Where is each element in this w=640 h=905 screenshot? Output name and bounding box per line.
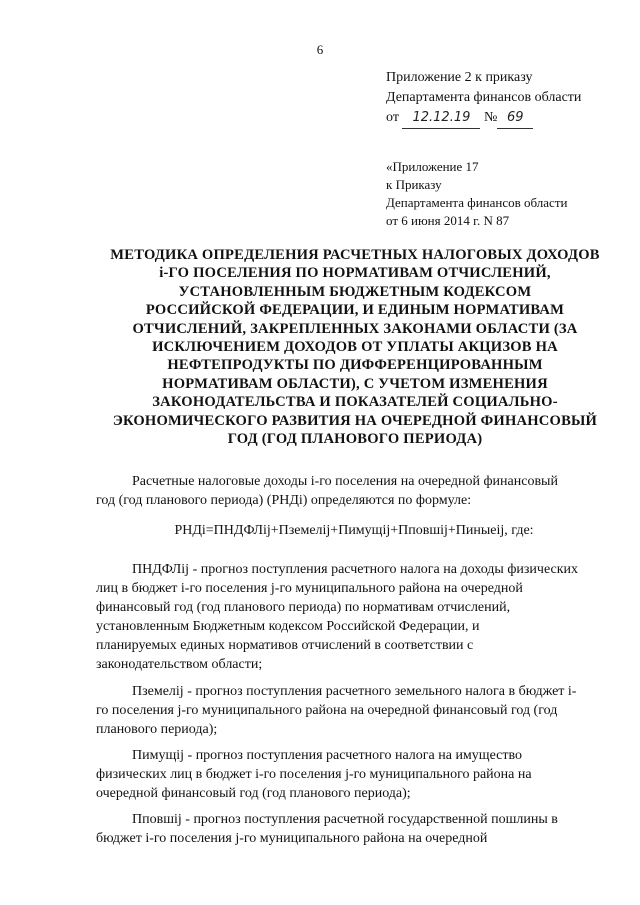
title-line: НЕФТЕПРОДУКТЫ ПО ДИФФЕРЕНЦИРОВАННЫМ (167, 357, 543, 374)
definition-line: физических лиц в бюджет i-го поселения j-го муниципального района на (96, 767, 532, 782)
definition-land-tax (96, 682, 612, 739)
title-line: ЭКОНОМИЧЕСКОГО РАЗВИТИЯ НА ОЧЕРЕДНОЙ ФИНАНСОВЫЙ (112, 412, 598, 429)
title-line: НОРМАТИВАМ ОБЛАСТИ), С УЧЕТОМ ИЗМЕНЕНИЯ (162, 375, 548, 392)
number-prefix: № (483, 110, 498, 125)
title-line: ЗАКОНОДАТЕЛЬСТВА И ПОКАЗАТЕЛЕЙ СОЦИАЛЬНО- (152, 394, 558, 411)
definition-line: очередной финансовый год (год планового периода); (96, 786, 411, 801)
title-line: ОТЧИСЛЕНИЙ, ЗАКРЕПЛЕННЫХ ЗАКОНАМИ ОБЛАСТИ (ЗА (132, 320, 578, 337)
appendix-line-2: Департамента финансов области (386, 90, 582, 105)
formula: РНДi=ПНДФЛij+Пземелij+Пимущij+Пповшij+Пиныеij, где: (174, 523, 534, 538)
definition-symbol: Пимущij (132, 748, 185, 763)
appendix-block (386, 68, 626, 129)
title-line: РОССИЙСКОЙ ФЕДЕРАЦИИ, И ЕДИНЫМ НОРМАТИВАМ (145, 302, 565, 319)
definition-line: - прогноз поступления расчетного налога на имущество (187, 748, 522, 763)
definition-line: установленным Бюджетным кодексом Российской Федерации, и (96, 619, 480, 634)
definition-line: финансовый год (год планового периода) по нормативам отчислений, (96, 600, 511, 615)
title-line: i-ГО ПОСЕЛЕНИЯ ПО НОРМАТИВАМ ОТЧИСЛЕНИЙ, (159, 265, 551, 282)
definition-line: го поселения j-го муниципального района на очередной финансовый год (год (96, 703, 558, 718)
title-line: УСТАНОВЛЕННЫМ БЮДЖЕТНЫМ КОДЕКСОМ (178, 283, 532, 300)
definition-line: планируемых единых нормативов отчислений в соответствии с (96, 638, 474, 653)
definition-line: законодательством области; (96, 657, 263, 672)
handwritten-number: 69 (497, 108, 533, 129)
title-line: ИСКЛЮЧЕНИЕМ ДОХОДОВ ОТ УПЛАТЫ АКЦИЗОВ НА (152, 339, 558, 356)
appendix-quoted-line-3: Департамента финансов области (386, 195, 568, 210)
handwritten-date: 12.12.19 (402, 108, 480, 129)
appendix-quoted-line-2: к Приказу (386, 177, 442, 192)
definition-symbol: Пповшij (132, 812, 182, 827)
intro-line-1: Расчетные налоговые доходы i-го поселения на очередной финансовый (132, 474, 558, 489)
definition-ndfl (96, 560, 612, 674)
appendix-quoted-line-1: «Приложение 17 (386, 159, 479, 174)
definition-line: - прогноз поступления расчетной государственной пошлины в (185, 812, 558, 827)
definition-line: планового периода); (96, 722, 218, 737)
definition-line: - прогноз поступления расчетного налога на доходы физических (192, 562, 579, 577)
definition-line: - прогноз поступления расчетного земельного налога в бюджет i- (187, 684, 577, 699)
definition-symbol: Пземелij (132, 684, 184, 699)
appendix-quoted-block (386, 158, 626, 230)
date-prefix: от (386, 110, 399, 125)
definition-line: бюджет i-го поселения j-го муниципального района на очередной (96, 831, 488, 846)
intro-line-2: год (год планового периода) (РНДi) определяются по формуле: (96, 493, 472, 508)
page-number: 6 (316, 42, 324, 57)
definition-property-tax (96, 746, 612, 803)
definition-state-duty (96, 810, 612, 848)
document-title (100, 246, 610, 448)
definition-line: лиц в бюджет i-го поселения j-го муниципального района на очередной (96, 581, 523, 596)
appendix-quoted-line-4: от 6 июня 2014 г. N 87 (386, 213, 510, 228)
appendix-line-1: Приложение 2 к приказу (386, 70, 533, 85)
title-line: ГОД (ГОД ПЛАНОВОГО ПЕРИОДА) (227, 431, 483, 448)
appendix-date-line (386, 108, 626, 129)
title-line: МЕТОДИКА ОПРЕДЕЛЕНИЯ РАСЧЕТНЫХ НАЛОГОВЫХ ДОХОДОВ (110, 247, 600, 263)
intro-paragraph (96, 472, 612, 510)
definition-symbol: ПНДФЛij (132, 562, 190, 577)
